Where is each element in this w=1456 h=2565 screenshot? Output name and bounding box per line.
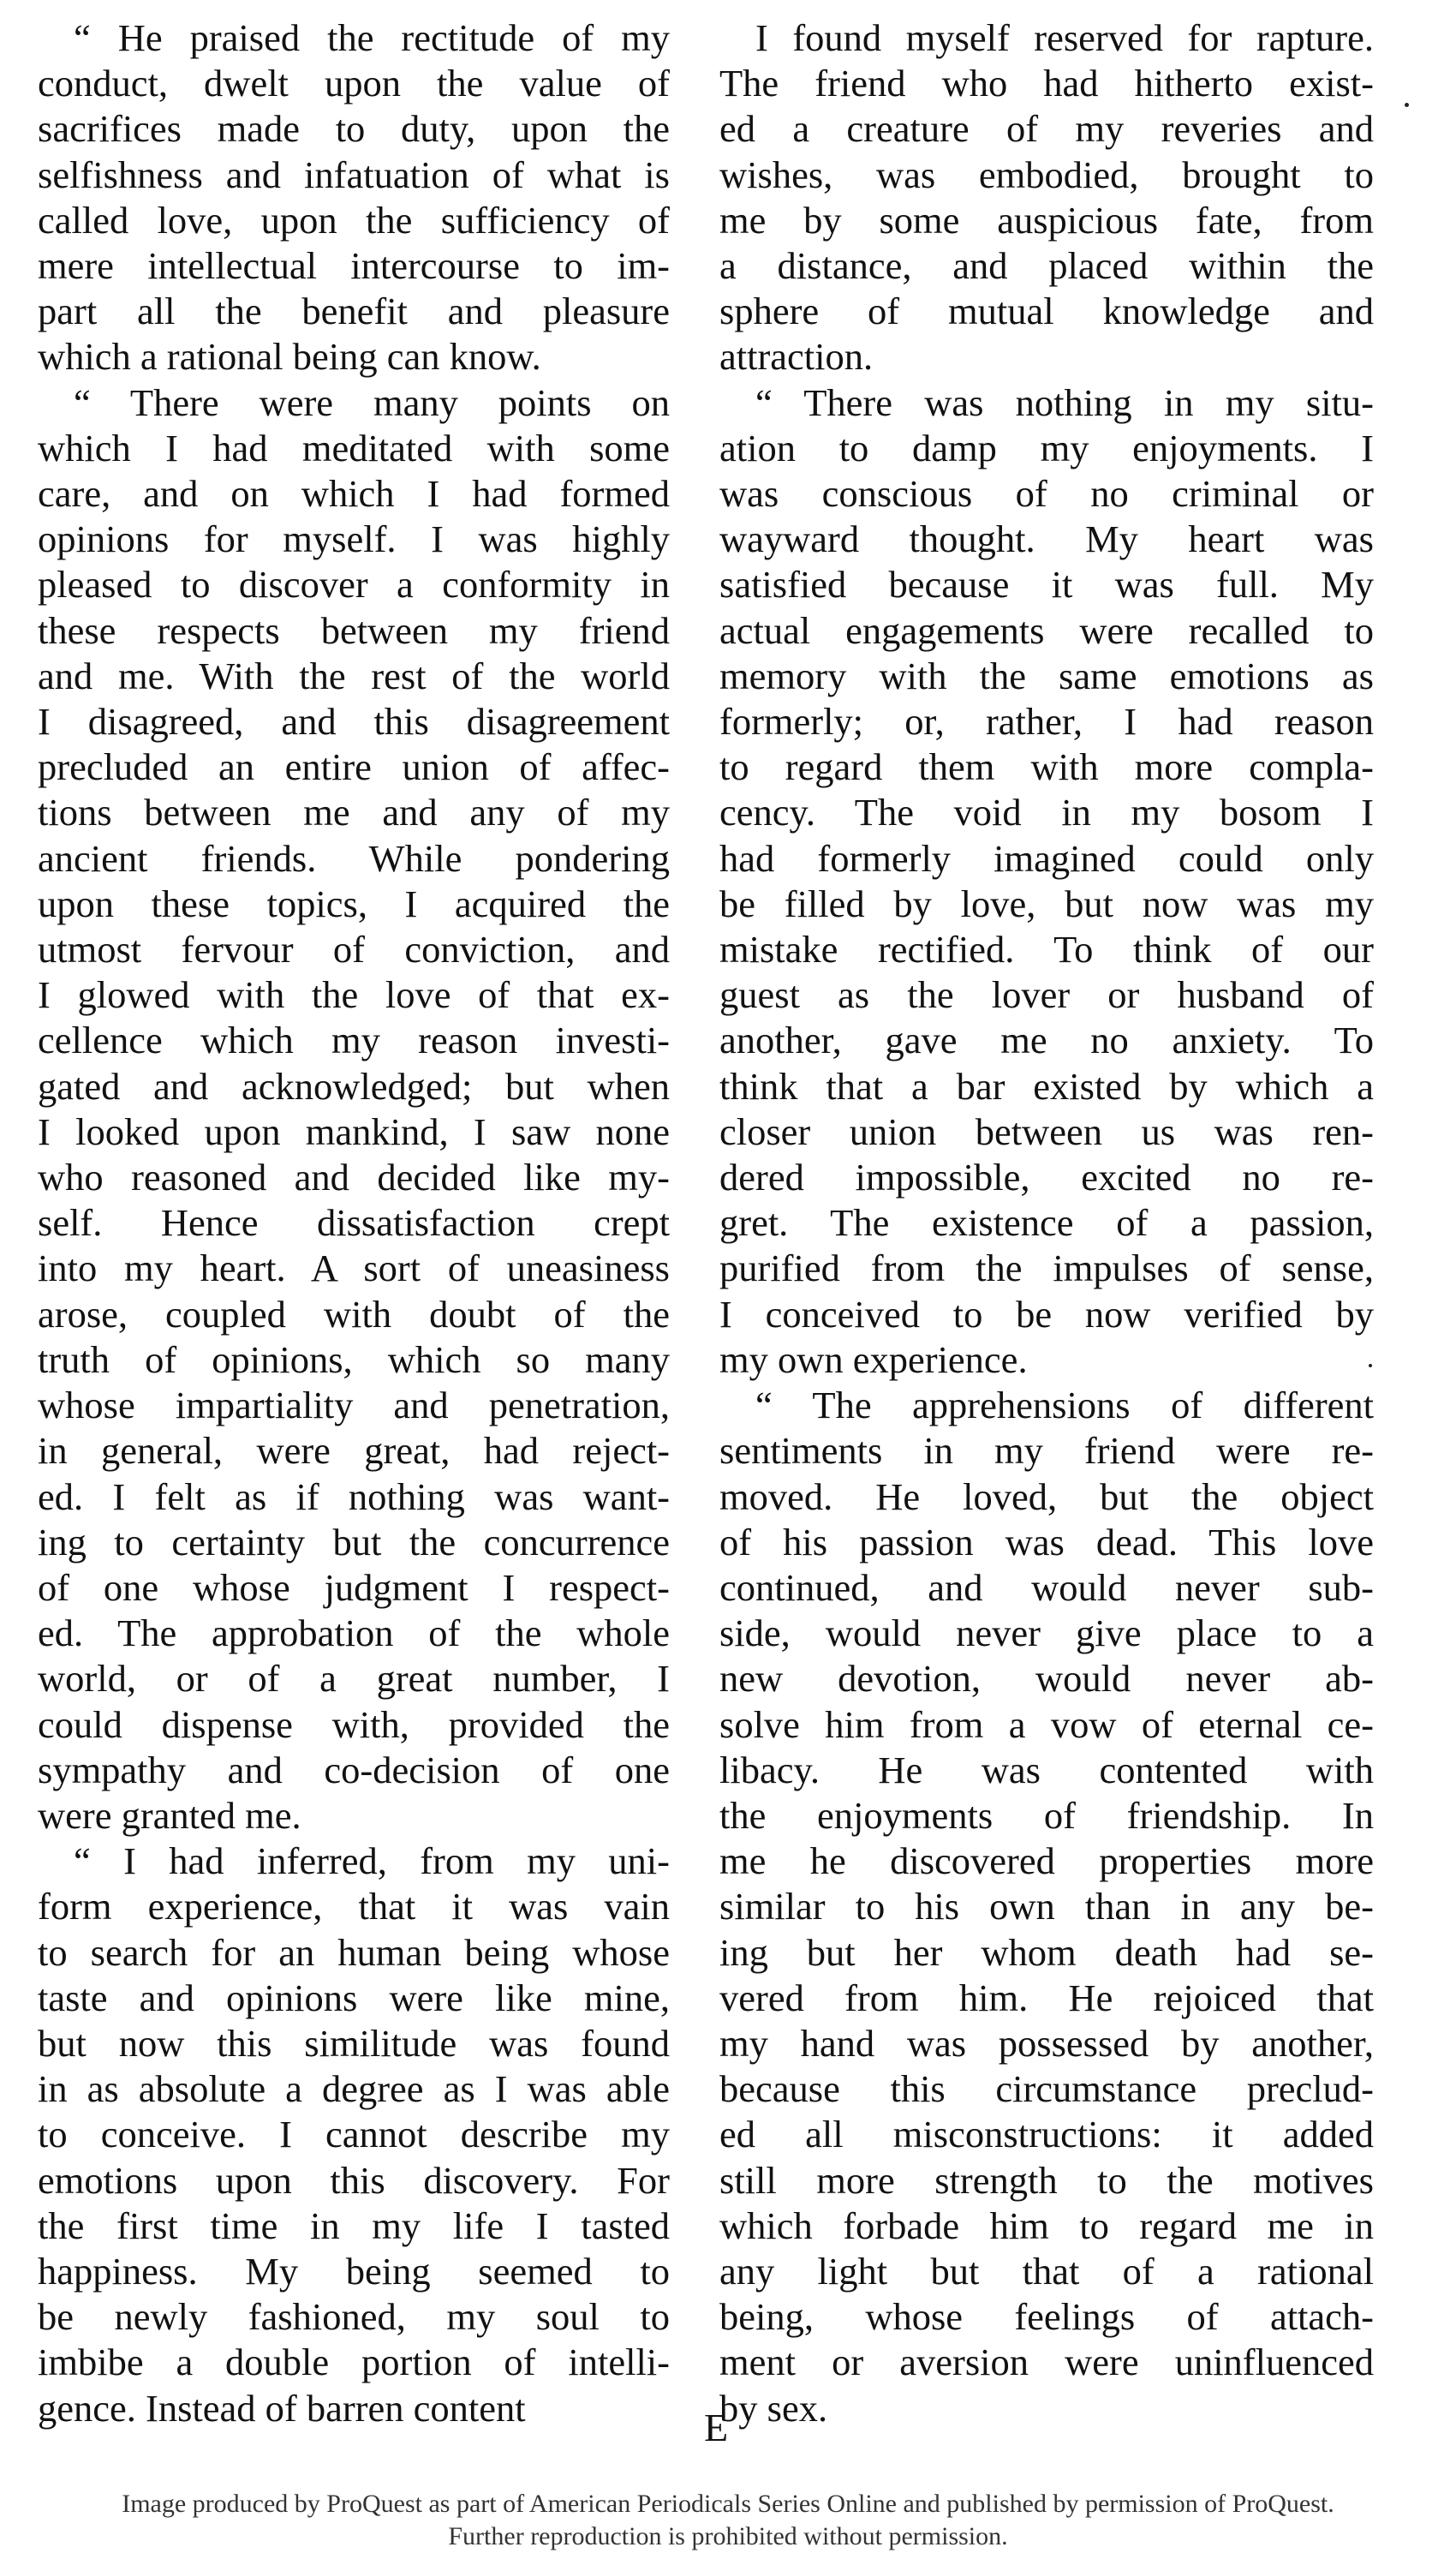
text-line: but now this similitude was found bbox=[38, 2021, 670, 2065]
text-line: into my heart. A sort of uneasiness bbox=[38, 1247, 670, 1290]
text-line: I conceived to be now verified by bbox=[719, 1292, 1374, 1336]
text-line: ation to damp my enjoyments. I bbox=[719, 426, 1374, 469]
text-line: moved. He loved, but the object bbox=[719, 1474, 1374, 1518]
text-line: ment or aversion were uninfluenced bbox=[719, 2341, 1374, 2384]
text-line: who reasoned and decided like my- bbox=[38, 1156, 670, 1199]
text-line: in as absolute a degree as I was able bbox=[38, 2067, 670, 2111]
copyright-footer bbox=[0, 2488, 1456, 2553]
text-line: “ He praised the rectitude of my bbox=[74, 16, 670, 59]
text-line: I disagreed, and this disagreement bbox=[38, 700, 670, 744]
text-line: memory with the same emotions as bbox=[719, 654, 1374, 697]
text-line: another, gave me no anxiety. To bbox=[719, 1019, 1374, 1062]
text-line: I found myself reserved for rapture. bbox=[755, 16, 1374, 59]
paragraph bbox=[38, 1839, 670, 2431]
text-line: had formerly imagined could only bbox=[719, 836, 1374, 880]
text-line: the enjoyments of friendship. In bbox=[719, 1793, 1374, 1837]
text-line: self. Hence dissatisfaction crept bbox=[38, 1201, 670, 1245]
text-line: I looked upon mankind, I saw none bbox=[38, 1109, 670, 1153]
text-line: these respects between my friend bbox=[38, 608, 670, 652]
text-line: to regard them with more compla- bbox=[719, 745, 1374, 789]
text-line: dered impossible, excited no re- bbox=[719, 1156, 1374, 1199]
text-line: sphere of mutual knowledge and bbox=[719, 290, 1374, 333]
text-line: my own experience. bbox=[719, 1337, 1028, 1381]
text-line: which I had meditated with some bbox=[38, 426, 670, 469]
text-line: form experience, that it was vain bbox=[38, 1885, 670, 1928]
text-line: still more strength to the motives bbox=[719, 2158, 1374, 2202]
text-line: any light but that of a rational bbox=[719, 2249, 1374, 2293]
text-line: taste and opinions were like mine, bbox=[38, 1976, 670, 2019]
text-line: satisfied because it was full. My bbox=[719, 563, 1374, 607]
text-line: me he discovered properties more bbox=[719, 1839, 1374, 1883]
text-line: ing to certainty but the concurrence bbox=[38, 1520, 670, 1564]
text-line: part all the benefit and pleasure bbox=[38, 290, 670, 333]
text-line: were granted me. bbox=[38, 1793, 301, 1837]
text-line: I glowed with the love of that ex- bbox=[38, 973, 670, 1017]
text-line: opinions for myself. I was highly bbox=[38, 517, 670, 561]
text-line: gence. Instead of barren content bbox=[38, 2386, 526, 2430]
paragraph bbox=[719, 380, 1374, 1383]
text-line: being, whose feelings of attach- bbox=[719, 2295, 1374, 2339]
text-line: of one whose judgment I respect- bbox=[38, 1565, 670, 1609]
text-line: upon these topics, I acquired the bbox=[38, 882, 670, 925]
text-line: by sex. bbox=[719, 2386, 828, 2430]
text-line: could dispense with, provided the bbox=[38, 1702, 670, 1746]
text-line: mere intellectual intercourse to im- bbox=[38, 244, 670, 288]
text-line: a distance, and placed within the bbox=[719, 244, 1374, 288]
text-line: arose, coupled with doubt of the bbox=[38, 1292, 670, 1336]
text-line: truth of opinions, which so many bbox=[38, 1337, 670, 1381]
text-line: ed all misconstructions: it added bbox=[719, 2113, 1374, 2156]
text-line: think that a bar existed by which a bbox=[719, 1064, 1374, 1108]
text-line: ed a creature of my reveries and bbox=[719, 107, 1374, 151]
text-line: gated and acknowledged; but when bbox=[38, 1064, 670, 1108]
text-line: which a rational being can know. bbox=[38, 335, 541, 379]
text-line: world, or of a great number, I bbox=[38, 1657, 670, 1701]
text-line: new devotion, would never ab- bbox=[719, 1657, 1374, 1701]
text-line: which forbade him to regard me in bbox=[719, 2203, 1374, 2247]
text-line: side, would never give place to a bbox=[719, 1611, 1374, 1655]
left-column bbox=[38, 15, 670, 2431]
text-line: whose impartiality and penetration, bbox=[38, 1384, 670, 1427]
text-line: ing but her whom death had se- bbox=[719, 1930, 1374, 1974]
text-line: and me. With the rest of the world bbox=[38, 654, 670, 697]
text-line: continued, and would never sub- bbox=[719, 1565, 1374, 1609]
text-line: be newly fashioned, my soul to bbox=[38, 2295, 670, 2339]
text-line: “ There was nothing in my situ- bbox=[755, 380, 1374, 424]
text-line: wishes, was embodied, brought to bbox=[719, 152, 1374, 196]
text-line: “ There were many points on bbox=[74, 380, 670, 424]
paragraph bbox=[38, 380, 670, 1839]
text-line: be filled by love, but now was my bbox=[719, 882, 1374, 925]
text-line: pleased to discover a conformity in bbox=[38, 563, 670, 607]
text-line: happiness. My being seemed to bbox=[38, 2249, 670, 2293]
text-line: libacy. He was contented with bbox=[719, 1748, 1374, 1791]
text-line: because this circumstance preclud- bbox=[719, 2067, 1374, 2111]
text-line: precluded an entire union of affec- bbox=[38, 745, 670, 789]
text-line: purified from the impulses of sense, bbox=[719, 1247, 1374, 1290]
text-line: my hand was possessed by another, bbox=[719, 2021, 1374, 2065]
scan-speck bbox=[1369, 1364, 1372, 1367]
text-line: conduct, dwelt upon the value of bbox=[38, 62, 670, 105]
footer-line-1: Image produced by ProQuest as part of American Periodicals Series Online and published by permission of ProQuest. bbox=[122, 2490, 1334, 2518]
text-line: ed. The approbation of the whole bbox=[38, 1611, 670, 1655]
scan-speck bbox=[1405, 103, 1409, 107]
text-line: utmost fervour of conviction, and bbox=[38, 928, 670, 972]
text-line: attraction. bbox=[719, 335, 874, 379]
text-line: to conceive. I cannot describe my bbox=[38, 2113, 670, 2156]
text-line: was conscious of no criminal or bbox=[719, 472, 1374, 516]
text-line: actual engagements were recalled to bbox=[719, 608, 1374, 652]
text-line: formerly; or, rather, I had reason bbox=[719, 700, 1374, 744]
text-line: of his passion was dead. This love bbox=[719, 1520, 1374, 1564]
text-line: cellence which my reason investi- bbox=[38, 1019, 670, 1062]
text-line: emotions upon this discovery. For bbox=[38, 2158, 670, 2202]
paragraph bbox=[38, 15, 670, 380]
text-line: care, and on which I had formed bbox=[38, 472, 670, 516]
text-line: imbibe a double portion of intelli- bbox=[38, 2341, 670, 2384]
paragraph bbox=[719, 1383, 1374, 2431]
text-line: sacrifices made to duty, upon the bbox=[38, 107, 670, 151]
text-line: “ The apprehensions of different bbox=[755, 1384, 1374, 1427]
text-line: closer union between us was ren- bbox=[719, 1109, 1374, 1153]
text-line: cency. The void in my bosom I bbox=[719, 791, 1374, 834]
paragraph bbox=[719, 15, 1374, 380]
text-line: selfishness and infatuation of what is bbox=[38, 152, 670, 196]
text-line: me by some auspicious fate, from bbox=[719, 198, 1374, 242]
right-column bbox=[719, 15, 1374, 2431]
text-line: sympathy and co-decision of one bbox=[38, 1748, 670, 1791]
text-line: guest as the lover or husband of bbox=[719, 973, 1374, 1017]
text-line: mistake rectified. To think of our bbox=[719, 928, 1374, 972]
text-line: vered from him. He rejoiced that bbox=[719, 1976, 1374, 2019]
text-line: to search for an human being whose bbox=[38, 1930, 670, 1974]
text-line: called love, upon the sufficiency of bbox=[38, 198, 670, 242]
text-line: tions between me and any of my bbox=[38, 791, 670, 834]
text-line: ed. I felt as if nothing was want- bbox=[38, 1474, 670, 1518]
text-line: the first time in my life I tasted bbox=[38, 2203, 670, 2247]
text-line: solve him from a vow of eternal ce- bbox=[719, 1702, 1374, 1746]
text-line: ancient friends. While pondering bbox=[38, 836, 670, 880]
text-line: in general, were great, had reject- bbox=[38, 1429, 670, 1473]
text-line: similar to his own than in any be- bbox=[719, 1885, 1374, 1928]
text-line: gret. The existence of a passion, bbox=[719, 1201, 1374, 1245]
text-line: sentiments in my friend were re- bbox=[719, 1429, 1374, 1473]
text-line: “ I had inferred, from my uni- bbox=[74, 1839, 670, 1883]
text-line: wayward thought. My heart was bbox=[719, 517, 1374, 561]
text-line: The friend who had hitherto exist- bbox=[719, 62, 1374, 105]
signature-mark: E bbox=[704, 2406, 729, 2449]
footer-line-2: Further reproduction is prohibited without permission. bbox=[448, 2522, 1008, 2550]
